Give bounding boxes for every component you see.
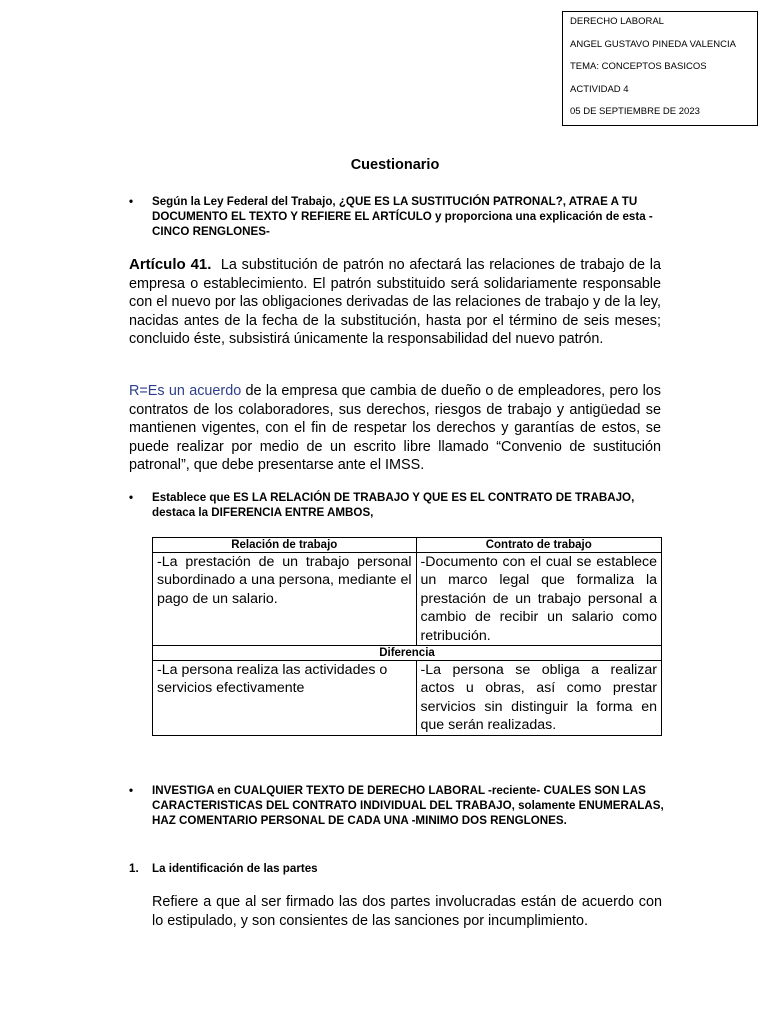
table-header-row [153,538,662,553]
item-title: La identificación de las partes [152,862,318,875]
definition-contrato: -Documento con el cual se establece un marco legal que formaliza la prestación de un trabajo personal a cambio de recibir un salario como retribución. [416,553,662,646]
header-activity: ACTIVIDAD 4 [570,83,629,95]
header-subject: DERECHO LABORAL [570,16,664,27]
question-1-text: Según la Ley Federal del Trabajo, ¿QUE ES LA SUSTITUCIÓN PATRONAL?, ATRAE A TU DOCUMENTO EL TEXTO Y REFIERE EL ARTÍCULO y proporciona una explicación de esta -CINCO RENGLONES- [152,195,653,239]
comparison-table [152,537,662,736]
article-paragraph [129,256,661,349]
bullet-icon: • [129,784,134,797]
header-student: ANGEL GUSTAVO PINEDA VALENCIA [570,38,736,50]
bullet-icon: • [129,195,134,208]
question-3-text: INVESTIGA en CUALQUIER TEXTO DE DERECHO LABORAL -reciente- CUALES SON LAS CARACTERISTICAS DEL CONTRATO INDIVIDUAL DEL TRABAJO, solamente ENUMERALAS, HAZ COMENTARIO PERSONAL DE CADA UNA -MINIMO DOS RENGLONES. [152,784,664,828]
article-text: La substitución de patrón no afectará las relaciones de trabajo de la empresa o establecimiento. El patrón substituido será solidariamente responsable con el nuevo por las obligaciones derivadas de las relaciones de trabajo y de la ley, nacidas antes de la fecha de la substitución, hasta por el término de seis meses; concluido éste, subsistirá únicamente la responsabilidad del nuevo patrón. [129,257,661,348]
question-2-text: Establece que ES LA RELACIÓN DE TRABAJO Y QUE ES EL CONTRATO DE TRABAJO, destaca la DIFERENCIA ENTRE AMBOS, [152,491,635,520]
answer-1-prefix: R=Es un acuerdo [129,383,242,399]
answer-1-text: de la empresa que cambia de dueño o de empleadores, pero los contratos de los colaboradores, sus derechos, riesgos de trabajo y antigüedad se mantienen vigentes, con el fin de respetar los derechos y garantías de estos, se puede realizar por medio de un escrito libre llamado “Convenio de sustitución patronal”, que debe presentarse ante el IMSS. [129,383,661,474]
header-diferencia: Diferencia [153,646,662,661]
header-relacion: Relación de trabajo [153,538,417,553]
table-diff-header-row [153,646,662,661]
article-label: Artículo 41. [129,256,212,273]
table-row [153,553,662,646]
difference-relacion: -La persona realiza las actividades o servicios efectivamente [153,661,417,736]
header-date: 05 DE SEPTIEMBRE DE 2023 [570,106,700,118]
difference-contrato: -La persona se obliga a realizar actos u obras, así como prestar servicios sin distinguir la forma en que serán realizadas. [416,661,662,736]
page-title: Cuestionario [350,157,440,173]
answer-1-paragraph [129,382,661,475]
item-1-comment: Refiere a que al ser firmado las dos partes involucradas están de acuerdo con lo estipulado, y son consientes de las sanciones por incumplimiento. [152,894,662,929]
table-row [153,661,662,736]
item-number: 1. [129,862,139,875]
header-contrato: Contrato de trabajo [416,538,662,553]
header-info-box [562,11,758,126]
bullet-icon: • [129,491,134,504]
header-topic: TEMA: CONCEPTOS BASICOS [570,61,707,73]
definition-relacion: -La prestación de un trabajo personal subordinado a una persona, mediante el pago de un salario. [153,553,417,646]
